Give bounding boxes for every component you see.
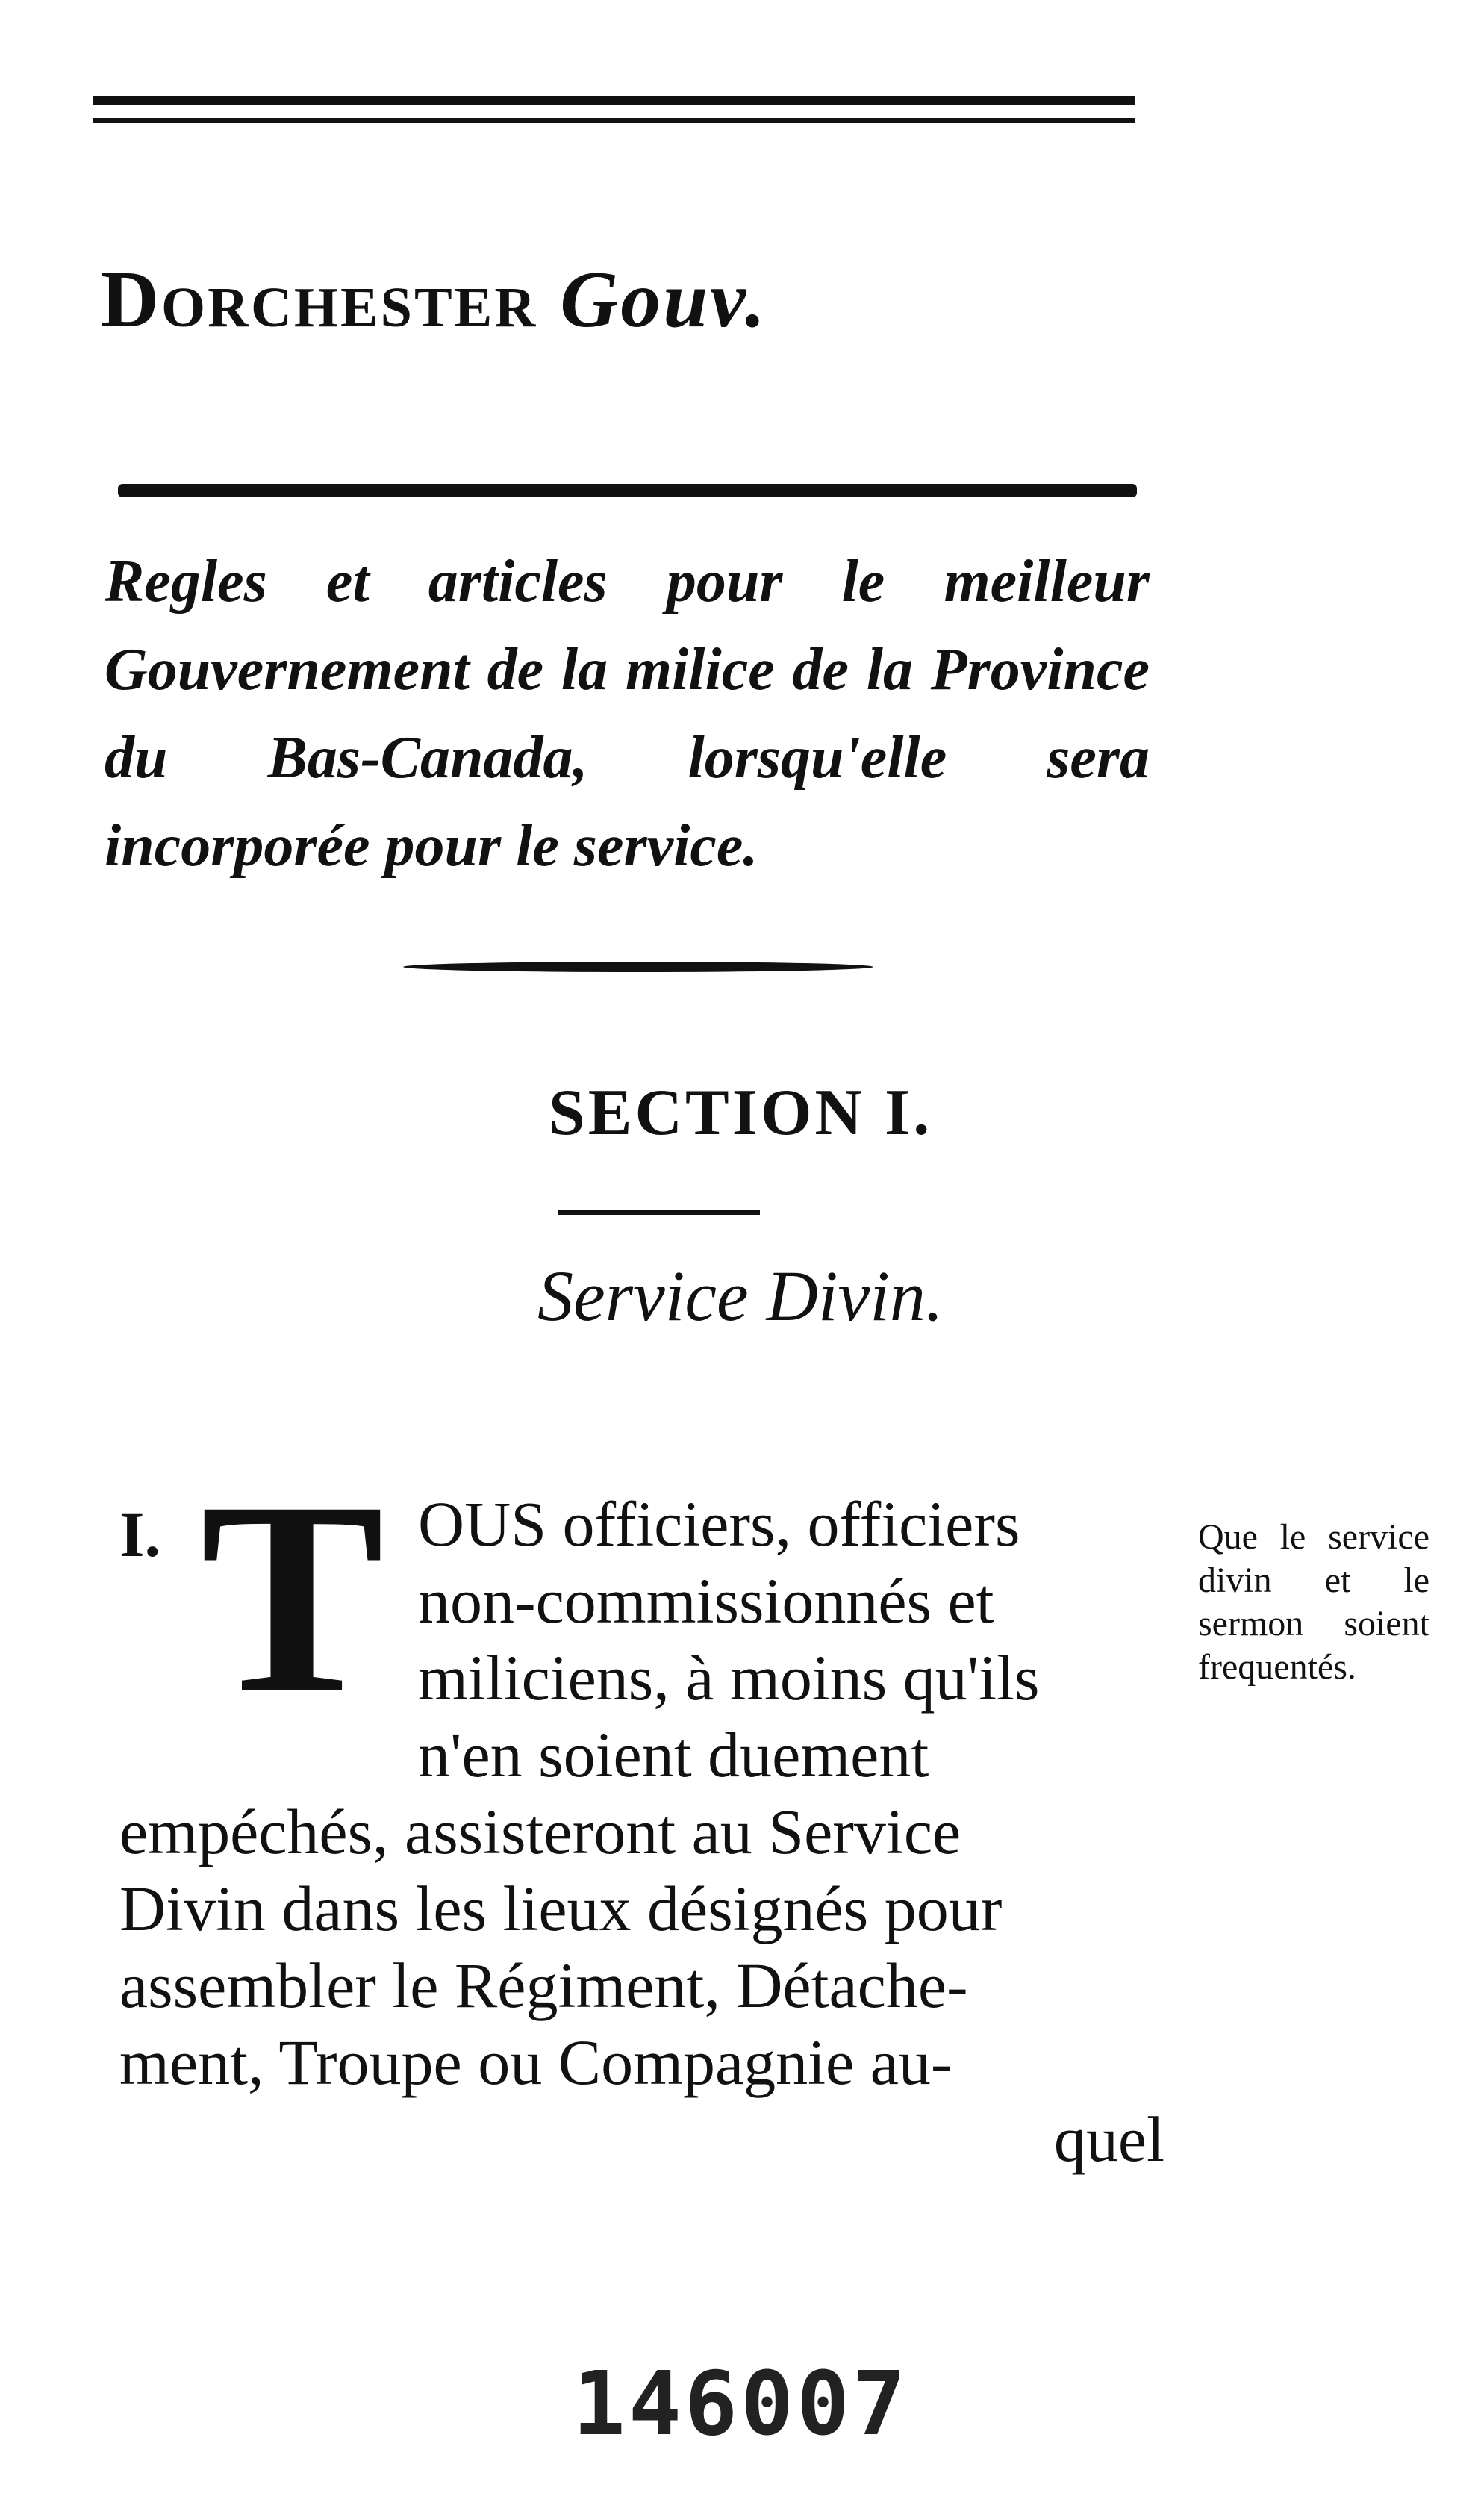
top-rule bbox=[93, 96, 1135, 105]
article-body bbox=[119, 1486, 1164, 2178]
margin-note: Que le service divin et le sermon soient frequentés. bbox=[1198, 1517, 1429, 1687]
body-line: n'en soient duement bbox=[418, 1719, 929, 1791]
top-rule-thin bbox=[93, 118, 1135, 123]
body-line: assembler le Régiment, Détache- bbox=[119, 1950, 968, 2021]
page-heading bbox=[101, 254, 767, 346]
section-subtitle: Service Divin. bbox=[537, 1256, 944, 1336]
heading-name: Dorchester bbox=[101, 255, 538, 344]
drop-cap: T bbox=[200, 1445, 384, 1751]
library-stamp: 146007 bbox=[572, 2352, 909, 2455]
section-divider bbox=[403, 962, 873, 972]
heading-rule bbox=[118, 484, 1137, 497]
section-rule bbox=[558, 1210, 760, 1215]
body-line: miliciens, à moins qu'ils bbox=[418, 1642, 1040, 1714]
article-number: I. bbox=[119, 1499, 160, 1570]
heading-title: Gouv. bbox=[560, 255, 768, 344]
body-line: Divin dans les lieux désignés pour bbox=[119, 1873, 1003, 1944]
body-line: empéchés, assisteront au Service bbox=[119, 1796, 961, 1867]
body-line: ment, Troupe ou Compagnie au- bbox=[119, 2026, 952, 2098]
body-line: non-commissionnés et bbox=[418, 1565, 994, 1637]
intro-paragraph: Regles et articles pour le meilleur Gouvernement de la milice de la Province du Bas-Canada, lorsqu'elle sera incorporée pour le service. bbox=[105, 549, 1150, 879]
body-line: quel bbox=[1053, 2103, 1164, 2175]
body-line: OUS officiers, officiers bbox=[418, 1488, 1020, 1560]
section-title: SECTION I. bbox=[548, 1077, 933, 1149]
